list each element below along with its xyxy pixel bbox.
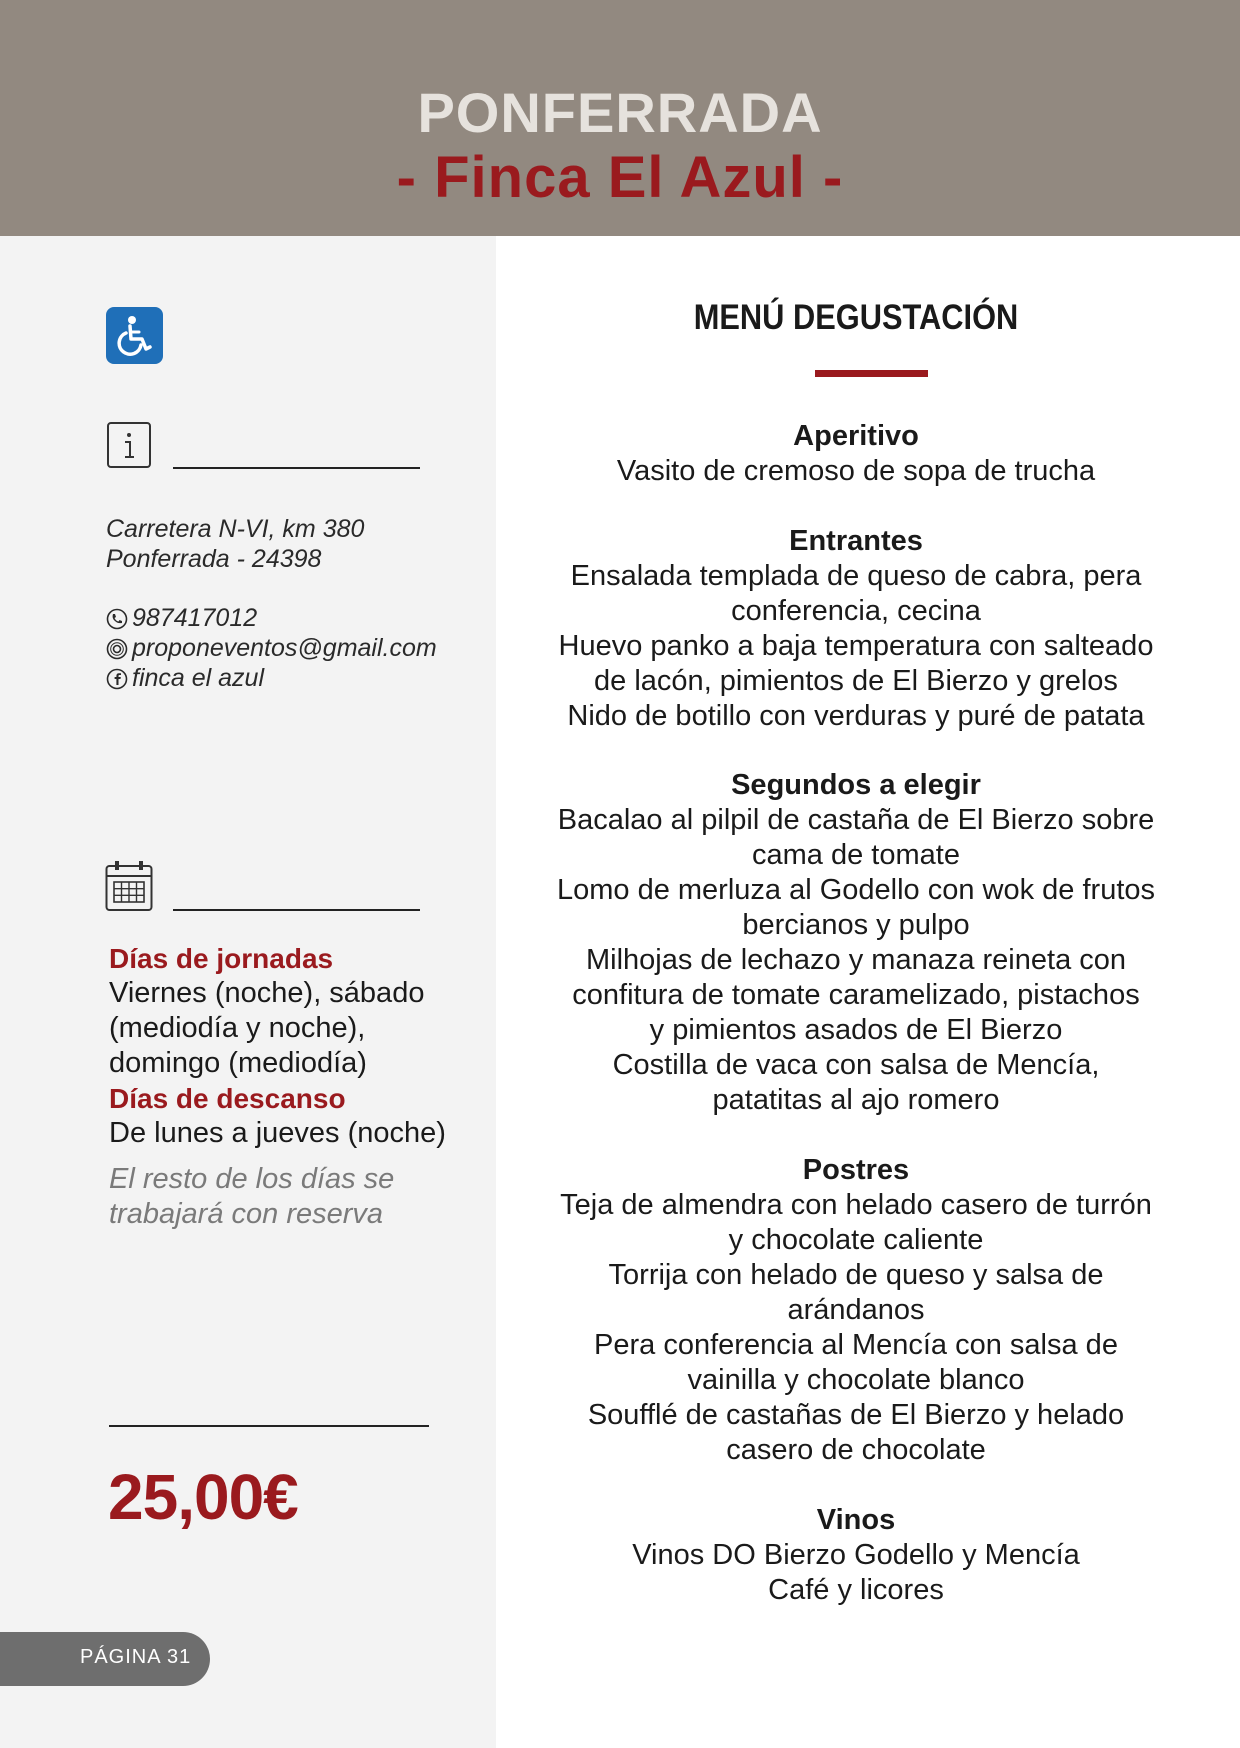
section-heading: Aperitivo xyxy=(793,420,919,452)
section-heading: Entrantes xyxy=(789,525,923,557)
section-heading: Segundos a elegir xyxy=(731,769,981,801)
phone-icon xyxy=(106,608,128,630)
working-days-line-1: Viernes (noche), sábado xyxy=(109,977,425,1009)
menu-item: Café y licores xyxy=(768,1574,944,1606)
info-divider xyxy=(173,467,420,469)
schedule-divider xyxy=(173,909,420,911)
menu-item: vainilla y chocolate blanco xyxy=(687,1364,1025,1396)
menu-item: Soufflé de castañas de El Bierzo y helado xyxy=(587,1399,1125,1431)
menu-item: cama de tomate xyxy=(752,839,960,871)
menu-item: y chocolate caliente xyxy=(728,1224,984,1256)
city-title: PONFERRADA xyxy=(417,81,823,144)
menu-item: Bacalao al pilpil de castaña de El Bierzo sobre xyxy=(557,804,1155,836)
menu-section-vinos xyxy=(496,1503,1216,1608)
menu-item: patatitas al ajo romero xyxy=(712,1084,1000,1116)
menu-item: Ensalada templada de queso de cabra, pera xyxy=(570,560,1142,592)
rest-days-line: De lunes a jueves (noche) xyxy=(109,1117,446,1149)
page-header xyxy=(0,0,1240,236)
calendar-icon xyxy=(105,860,153,912)
menu-item: y pimientos asados de El Bierzo xyxy=(649,1014,1063,1046)
menu-price: 25,00€ xyxy=(108,1461,298,1533)
menu-section-entrantes xyxy=(496,524,1216,734)
menu-section-postres xyxy=(496,1153,1216,1468)
menu-panel xyxy=(496,236,1240,1748)
contact-phone xyxy=(106,604,257,633)
menu-item: Nido de botillo con verduras y puré de patata xyxy=(567,700,1145,732)
rest-days-heading: Días de descanso xyxy=(109,1083,346,1114)
reservation-note-line-1: El resto de los días se xyxy=(109,1163,395,1195)
menu-item: Vasito de cremoso de sopa de trucha xyxy=(616,455,1096,487)
menu-item: Vinos DO Bierzo Godello y Mencía xyxy=(632,1539,1080,1571)
menu-section-aperitivo xyxy=(496,419,1216,489)
menu-item: de lacón, pimientos de El Bierzo y grelos xyxy=(594,665,1118,697)
info-icon xyxy=(107,422,151,468)
menu-item: confitura de tomate caramelizado, pistachos xyxy=(572,979,1140,1011)
reservation-note-line-2: trabajará con reserva xyxy=(109,1198,384,1230)
menu-item: Lomo de merluza al Godello con wok de frutos xyxy=(556,874,1156,906)
menu-item: conferencia, cecina xyxy=(731,595,981,627)
menu-item: Teja de almendra con helado casero de turrón xyxy=(560,1189,1152,1221)
contact-email xyxy=(106,634,437,663)
menu-item: Torrija con helado de queso y salsa de xyxy=(608,1259,1104,1291)
facebook-icon xyxy=(106,668,128,690)
page-number: PÁGINA 31 xyxy=(80,1646,192,1668)
venue-title: - Finca El Azul - xyxy=(396,145,844,210)
email-text: proponeventos@gmail.com xyxy=(132,634,437,662)
contact-facebook xyxy=(106,664,264,693)
wheelchair-icon xyxy=(106,307,163,364)
menu-section-segundos xyxy=(496,768,1216,1118)
price-divider xyxy=(109,1425,429,1427)
menu-item: casero de chocolate xyxy=(726,1434,986,1466)
facebook-text: finca el azul xyxy=(132,664,265,692)
working-days-line-2: (mediodía y noche), xyxy=(109,1012,366,1044)
working-days-line-3: domingo (mediodía) xyxy=(109,1047,367,1079)
phone-text: 987417012 xyxy=(132,604,258,632)
email-icon xyxy=(106,638,128,660)
address-line-1: Carretera N-VI, km 380 xyxy=(106,515,365,543)
address-line-2: Ponferrada - 24398 xyxy=(106,545,322,573)
title-underline xyxy=(815,370,928,377)
section-heading: Postres xyxy=(802,1154,910,1186)
menu-item: bercianos y pulpo xyxy=(742,909,970,941)
menu-item: Huevo panko a baja temperatura con salteado xyxy=(558,630,1154,662)
menu-item: Milhojas de lechazo y manaza reineta con xyxy=(585,944,1127,976)
menu-item: arándanos xyxy=(787,1294,925,1326)
section-heading: Vinos xyxy=(816,1504,896,1536)
menu-title: MENÚ DEGUSTACIÓN xyxy=(693,298,1019,337)
working-days-heading: Días de jornadas xyxy=(109,943,334,974)
menu-item: Pera conferencia al Mencía con salsa de xyxy=(594,1329,1118,1361)
page-number-badge xyxy=(0,1632,210,1686)
menu-item: Costilla de vaca con salsa de Mencía, xyxy=(612,1049,1100,1081)
